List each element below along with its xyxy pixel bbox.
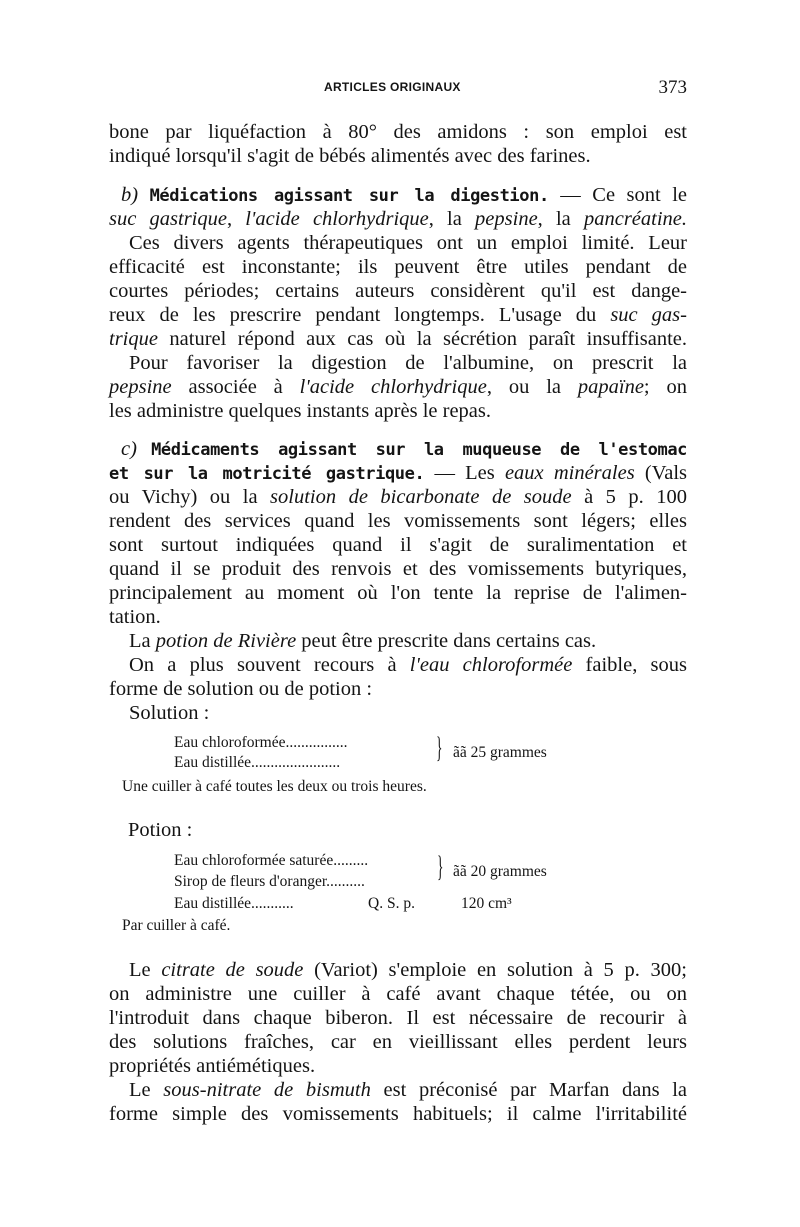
formula-dose: ãã 25 grammes [453,744,547,761]
text-span: citrate de soude [161,959,304,981]
formula-note: Par cuiller à café. [122,917,231,934]
text-line [109,1078,687,1102]
text-span: , la [428,208,476,230]
text-span: , ou la [486,376,578,398]
text-line: forme de solution ou de potion : [109,678,373,700]
text-span: , [226,208,246,230]
brace-icon: } [435,731,443,764]
text-span: à 5 p. 100 [571,486,687,508]
text-line: principalement au moment où l'on tente la reprise de l'alimen- [109,582,687,604]
text-line: Pour favoriser la digestion de l'albumine, on prescrit la [129,352,687,374]
text-span: faible, sous [572,654,687,676]
formula-item: Eau distillée....................... [174,754,341,771]
text-span: associée à [171,376,300,398]
text-span: pancréatine. [583,208,688,230]
text-line [109,375,687,399]
potion-label: Potion : [128,819,193,841]
text-line [109,958,687,982]
section-heading: et sur la motricité gastrique. [109,464,425,484]
formula-item: Eau distillée........... [174,895,294,912]
text-line: propriétés antiémétiques. [109,1055,316,1077]
text-line: forme simple des vomissements habituels; il calme l'irritabilité [109,1103,687,1125]
formula-item: Eau chloroformée saturée......... [174,852,369,869]
formula-item: Sirop de fleurs d'oranger.......... [174,873,365,890]
text-span: solution de bicarbonate de soude [270,486,572,508]
page-number: 373 [658,77,687,98]
text-span: naturel répond aux cas où la sécrétion paraît insuffisante. [157,328,687,350]
text-span: l'acide chlorhydrique [245,208,429,230]
section-b-heading-line [109,183,687,208]
text-span: trique [109,328,158,350]
section-label: c) [121,438,137,460]
text-line: Ces divers agents thérapeutiques ont un emploi limité. Leur [129,232,687,254]
solution-label: Solution : [129,702,210,724]
text-span: suc gastrique [109,208,227,230]
text-line: efficacité est inconstante; ils peuvent être utiles pendant de [109,256,687,278]
formula-dose: ãã 20 grammes [453,863,547,880]
text-line: l'introduit dans chaque biberon. Il est nécessaire de recourir à [109,1007,687,1029]
text-line [109,653,687,677]
text-span: pepsine [475,208,538,230]
text-span: eaux minérales [504,462,635,484]
text-line: des solutions fraîches, car en vieillissant elles perdent leurs [109,1031,687,1053]
brace-icon: } [436,850,444,883]
text-span: suc gas- [610,304,687,326]
text-line: bone par liquéfaction à 80° des amidons : son emploi est [109,121,687,143]
section-label: b) [121,184,139,206]
text-line [109,461,687,486]
text-span: reux de les prescrire pendant longtemps. L'usage du [109,304,611,326]
text-line [109,485,687,509]
text-span: ; on [643,376,687,398]
text-span: pepsine [109,376,172,398]
text-span: (Variot) s'emploie en solution à 5 p. 300; [303,959,687,981]
formula-item: Eau chloroformée................ [174,734,348,751]
text-span: papaïne [577,376,644,398]
text-span: ou Vichy) ou la [109,486,271,508]
text-span: — Ce sont le [560,184,688,206]
text-span: l'eau chloroformée [409,654,573,676]
section-heading: Médicaments agissant sur la muqueuse de l'estomac [151,440,688,460]
text-line [109,303,687,327]
text-line [109,327,687,351]
formula-dose: 120 cm³ [461,895,512,912]
text-span: (Vals [634,462,688,484]
text-line: indiqué lorsqu'il s'agit de bébés alimentés avec des farines. [109,145,591,167]
page-header [109,77,687,100]
text-span: Le [129,1079,164,1101]
text-line: quand il se produit des renvois et des vomissements butyriques, [109,558,687,580]
text-line: les administre quelques instants après le repas. [109,400,491,422]
text-span: peut être prescrite dans certains cas. [296,630,597,652]
text-line [109,629,687,653]
running-title: ARTICLES ORIGINAUX [324,80,461,94]
formula-note: Une cuiller à café toutes les deux ou trois heures. [122,778,427,795]
text-span: l'acide chlorhydrique [299,376,487,398]
formula-qs: Q. S. p. [368,895,415,912]
section-heading: Médications agissant sur la digestion. [149,186,549,206]
text-span: Le [129,959,162,981]
text-span: La [129,630,156,652]
text-span: est préconisé par Marfan dans la [370,1079,688,1101]
text-span: , la [537,208,584,230]
section-c-heading-line [109,437,687,462]
text-line: rendent des services quand les vomissements sont légers; elles [109,510,687,532]
text-line: tation. [109,606,161,628]
text-span: sous-nitrate de bismuth [163,1079,371,1101]
text-line [109,207,687,231]
text-span: On a plus souvent recours à [129,654,410,676]
text-span: potion de Rivière [155,630,297,652]
text-span: — Les [424,462,505,484]
text-line: courtes périodes; certains auteurs considèrent qu'il est dange- [109,280,687,302]
text-line: on administre une cuiller à café avant chaque tétée, ou on [109,983,687,1005]
text-line: sont surtout indiquées quand il s'agit de suralimentation et [109,534,687,556]
